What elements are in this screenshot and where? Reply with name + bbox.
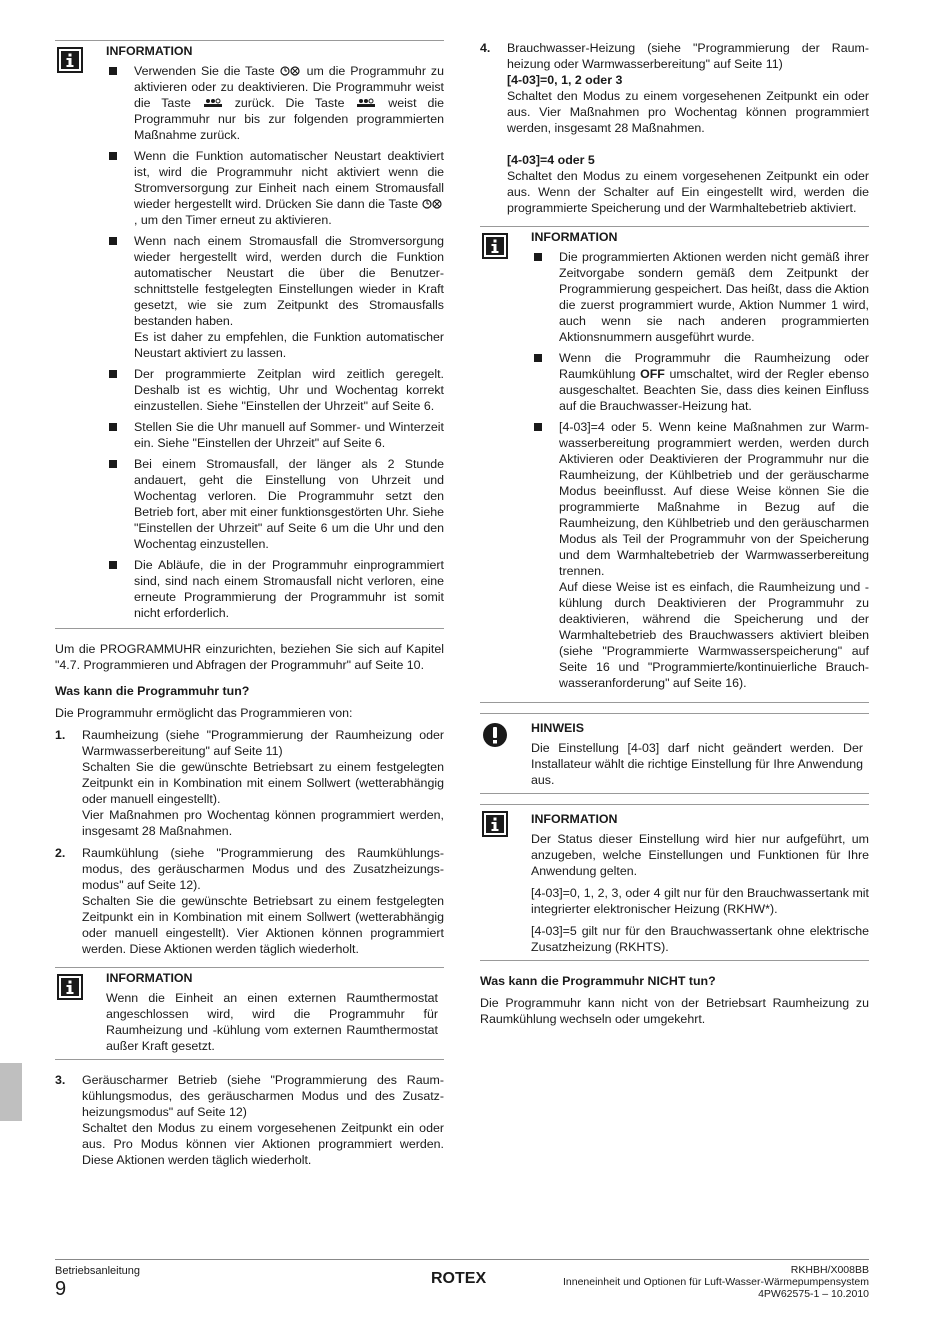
footer-doc-type: Betriebsanleitung [55, 1265, 141, 1277]
information-icon [57, 47, 83, 73]
info-text: [4-03]=0, 1, 2, 3, oder 4 gilt nur für den Brauchwassertank mit integrierter elektronischer Heizung (RKHW*). [531, 886, 869, 916]
info-box-setting [480, 804, 869, 961]
numbered-item-4: 4. Brauchwasser-Heizung (siehe "Programmierung der Raumheizung oder Warmwasserbereitung" auf Seite 11) [4-03]=0, 1, 2 oder 3 Schaltet den Modus zu einem vorgesehenen Zeitpunkt ein oder aus. Vier Maßnahmen pro Wochentag können programmiert werden, insgesamt 28 Maßnahmen. [4-03]=4 oder 5 Schaltet den Modus zu einem vorgesehenen Zeitpunkt ein oder aus. Wenn der Schalter auf Ein eingestellt wird, werden die programmierte Speicherung und der Warmhaltebetrieb aktiviert. [480, 41, 869, 215]
intro-paragraph: Um die PROGRAMMUHR einzurichten, beziehen Sie sich auf Kapitel "4.7. Programmieren und Abfragen der Programmuhr" auf Seite 10. [55, 642, 444, 672]
information-icon [57, 974, 83, 1000]
right-column [480, 40, 869, 1027]
paragraph: Die Programmuhr kann nicht von der Betriebsart Raumheizung zu Raumkühlung wechseln oder umgekehrt. [480, 996, 869, 1026]
timer-button-icon [280, 66, 302, 76]
footer-code: 4PW62575-1 – 10.2010 [758, 1288, 869, 1300]
info-bullet: Bei einem Stromausfall, der länger als 2 Stunde andauert, geht die Einstellung von Uhrzeit und Wochentag verloren. Die Programmuhr setzt den Betrieb fort, aber mit einer funktionsgestörten Uhr. Siehe "Einstellen der Uhrzeit" auf Seite 6 um die Uhr und den Wochentag einzustellen. [106, 456, 444, 552]
numbered-item-3: 3. Geräuscharmer Betrieb (siehe "Programmierung des Raumkühlungsmodus, des geräuscharmen Modus und des Zusatzheizungsmodus" auf Seite 12) Schaltet den Modus zu einem vorgesehenen Zeitpunkt ein oder aus. Pro Modus können vier Aktionen programmiert werden. Diese Aktionen werden täglich wiederholt. [55, 1073, 444, 1167]
chapter-tab [0, 1063, 22, 1121]
info-text: Wenn die Einheit an einen externen Raumthermostat angeschlossen wird, wird die Programmuhr für Raumheizung und -kühlung vom externen Raumthermostat außer Kraft gesetzt. [106, 991, 438, 1053]
info-bullet: Wenn die Funktion automatischer Neustart deaktiviert ist, wird die Programmuhr nicht aktiviert wenn die Stromversorgung zur Einheit nach einem Stromausfall wieder hergestellt wird. Drücken Sie dann die Taste , um den Timer erneut zu aktivieren. [106, 148, 444, 228]
info-bullet: [4-03]=4 oder 5. Wenn keine Maßnahmen zur Warmwasserbereitung programmiert werden, werden durch Aktivieren oder Deaktivieren der Programmuhr nur die Raumheizung, der Kühlbetrieb und der geräuscharme Modus beeinflusst. Auf diese Weise können Sie die programmierte Maßnahme in Bezug auf die Raumheizung, den Kühlbetrieb und den geräuscharmen Modus als Teil der Programmuhr von der Speicherung und dem Warmhaltebetrieb der Warmwasserbereitung trennen. Auf diese Weise ist es einfach, die Raumheizung und -kühlung durch Deaktivieren der Programmuhr zu deaktivieren, während die Speicherung und der Warmhaltebetrieb des Brauchwassers aktiviert bleiben (siehe "Programmierte Warmwasserspeicherung" auf Seite 16 und "Programmierte/kontinuierliche Brauchwasseranforderung" auf Seite 16). [531, 419, 869, 691]
info-heading: INFORMATION [106, 44, 193, 58]
info-bullet: Der programmierte Zeitplan wird zeitlich geregelt. Deshalb ist es wichtig, Uhr und Wochentag korrekt einzustellen. Siehe "Einstellen der Uhrzeit" auf Seite 6. [106, 366, 444, 414]
reset-button-icon [202, 98, 224, 108]
section-heading: Was kann die Programmuhr tun? [55, 684, 250, 698]
notice-text: Die Einstellung [4-03] darf nicht geändert werden. Der Installateur wählt die richtige Einstellung für Ihre Anwendung aus. [531, 741, 863, 787]
rotex-logo [431, 1269, 493, 1285]
footer-model: RKHBH/X008BB [790, 1264, 869, 1276]
timer-button-icon [422, 199, 444, 209]
info-bullet: Wenn nach einem Stromausfall die Stromversorgung wieder hergestellt wird, werden durch die Funktion automatischer Neustart die über die Benutzerschnittstelle festgelegten Einstellungen wieder in Kraft gesetzt, wie sie zum Zeitpunkt des Stromausfalls bestanden haben. Es ist daher zu empfehlen, die Funktion automatischer Neustart aktiviert zu lassen. [106, 233, 444, 361]
info-bullet: Stellen Sie die Uhr manuell auf Sommer- und Winterzeit ein. Siehe "Einstellen der Uhrzeit" auf Seite 6. [106, 419, 444, 451]
information-icon [482, 233, 508, 259]
info-text: Der Status dieser Einstellung wird hier nur aufgeführt, um anzugeben, welche Einstellungen und Funktionen für Ihre Anwendung gelten. [531, 832, 869, 878]
info-heading: INFORMATION [531, 230, 618, 244]
notice-heading: HINWEIS [531, 721, 585, 735]
info-box-actions [480, 226, 869, 703]
info-text: [4-03]=5 gilt nur für den Brauchwassertank ohne elektrische Zusatzheizung (RKHTS). [531, 924, 869, 954]
info-box-timer [55, 40, 444, 629]
page-number: 9 [55, 1278, 67, 1300]
numbered-item-2: 2. Raumkühlung (siehe "Programmierung des Raumkühlungsmodus, des geräuscharmen Modus und des Zusatzheizungsmodus" auf Seite 12). Schalten Sie die gewünschte Betriebsart zu einem festgelegten Zeitpunkt ein in Kombination mit einem Sollwert (wetterabhängig oder manuell eingestellt). Vier Aktionen können programmiert werden. Diese Aktionen werden täglich wiederholt. [55, 846, 444, 956]
info-box-thermostat [55, 967, 444, 1060]
info-bullet: Die Abläufe, die in der Programmuhr einprogrammiert sind, sind nach einem Stromausfall nicht verloren, eine erneute Programmierung der Programmuhr ist somit nicht erforderlich. [106, 557, 444, 621]
section-heading: Was kann die Programmuhr NICHT tun? [480, 974, 716, 988]
svg-text:ROTEX: ROTEX [431, 1270, 487, 1285]
left-column [55, 40, 444, 1174]
notice-box [480, 713, 869, 794]
info-heading: INFORMATION [531, 812, 618, 826]
footer-info [563, 1264, 869, 1300]
reset-button-icon [355, 98, 377, 108]
info-bullet: Die programmierten Aktionen werden nicht gemäß ihrer Zeitvorgabe sondern gemäß dem Zeitpunkt der Programmierung gespeichert. Das heißt, dass die Aktion die zuerst programmiert wurde, Aktion Nummer 1 wird, auch wenn sie nach anderen programmierten Aktionsnummern ausgeführt wurde. [531, 249, 869, 345]
paragraph: Die Programmuhr ermöglicht das Programmieren von: [55, 706, 353, 720]
warning-icon [482, 722, 508, 748]
footer-divider [55, 1259, 869, 1260]
footer-subtitle: Inneneinheit und Optionen für Luft-Wasser-Wärmepumpensystem [562, 1276, 869, 1288]
numbered-item-1: 1. Raumheizung (siehe "Programmierung der Raumheizung oder Warmwasserbereitung" auf Seite 11) Schalten Sie die gewünschte Betriebsart zu einem festgelegten Zeitpunkt ein in Kombination mit einem Sollwert (wetterabhängig oder manuell eingestellt). Vier Maßnahmen pro Wochentag können programmiert werden, insgesamt 28 Maßnahmen. [55, 728, 444, 838]
info-bullet: Wenn die Programmuhr die Raumheizung oder Raumkühlung OFF umschaltet, wird der Regler ebenso ausgeschaltet. Beachten Sie, dass dies keinen Einfluss auf die Brauchwasser-Heizung hat. [531, 350, 869, 414]
info-bullet: Verwenden Sie die Taste um die Programmuhr zu aktivieren oder zu deaktivieren. Die Programmuhr weist die Taste zurück. Die Taste weist die Programmuhr nur bis zur folgenden programmierten Maßnahme zurück. [106, 63, 444, 143]
information-icon [482, 811, 508, 837]
info-heading: INFORMATION [106, 971, 193, 985]
